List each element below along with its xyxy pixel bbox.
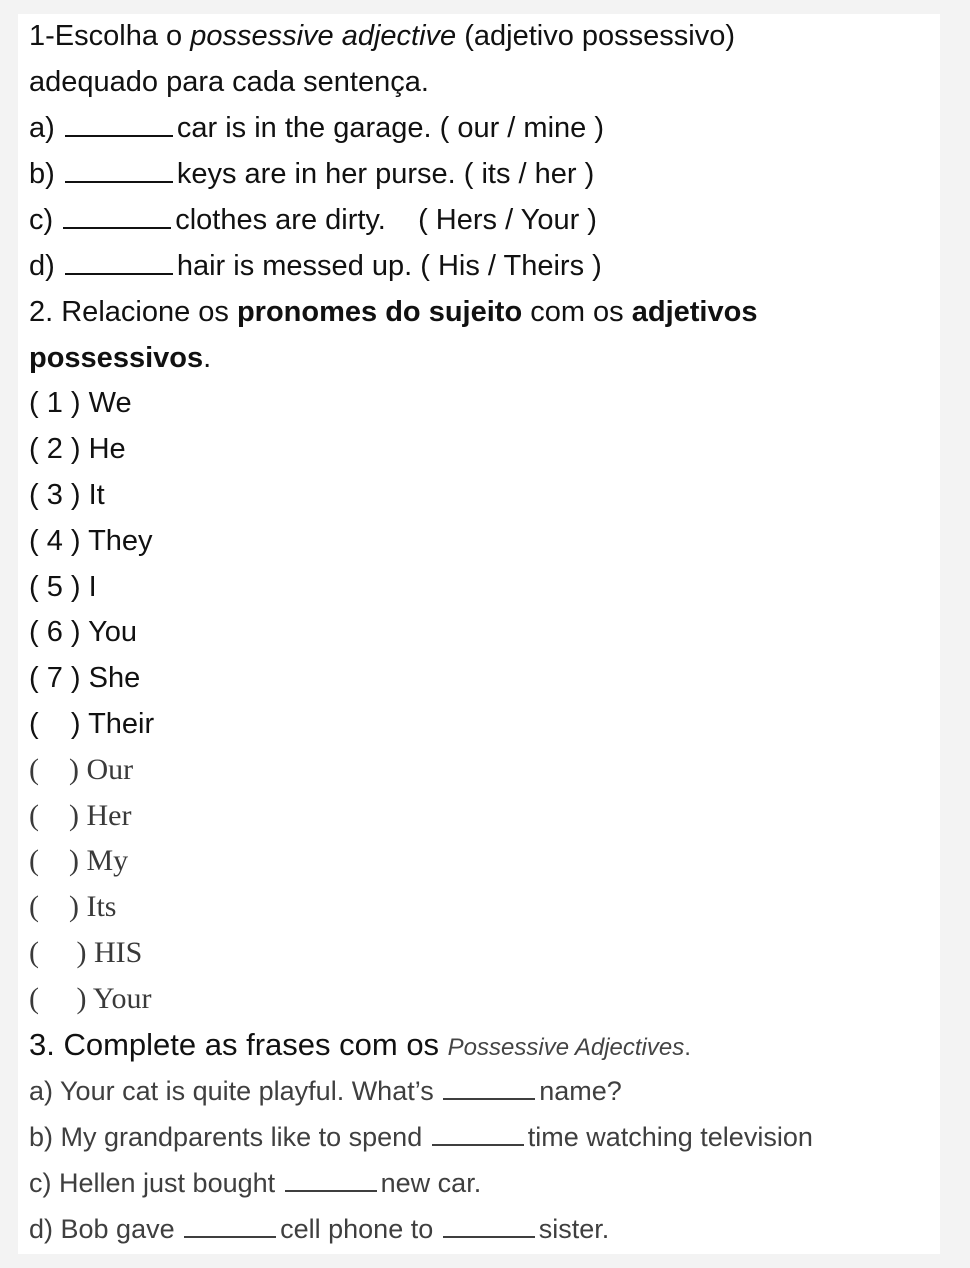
answer-blank[interactable] [63, 201, 171, 229]
adjective-match-item[interactable]: ( ) Their [29, 708, 155, 740]
section3-title-text: 3. Complete as frases com os [29, 1027, 448, 1062]
section2-title-bold: possessivos [29, 342, 204, 374]
item-text: clothes are dirty. ( Hers / Your ) [175, 204, 597, 236]
pronoun-item: ( 5 ) I [29, 571, 97, 603]
item-label: a) [29, 112, 55, 144]
section3-item-b [29, 1117, 813, 1157]
sentence-text: b) My grandparents like to spend [29, 1122, 430, 1152]
answer-blank[interactable] [184, 1210, 276, 1238]
section3-title-end: . [684, 1034, 691, 1061]
section1-item-d [29, 246, 602, 286]
pronoun-item: ( 3 ) It [29, 479, 105, 511]
pronoun-item: ( 2 ) He [29, 433, 126, 465]
answer-blank[interactable] [65, 247, 173, 275]
section3-title [29, 1025, 691, 1065]
item-text: hair is messed up. ( His / Theirs ) [176, 250, 602, 282]
section2-title-part: . [203, 342, 212, 374]
sentence-text: new car. [380, 1168, 482, 1198]
section2-title [29, 292, 757, 332]
answer-blank[interactable] [285, 1164, 377, 1192]
pronoun-item: ( 1 ) We [29, 387, 132, 419]
sentence-text: sister. [538, 1214, 610, 1244]
adjective-match-item[interactable]: ( ) Its [29, 890, 117, 923]
section3-item-d [29, 1209, 609, 1249]
section3-title-italic: Possessive Adjectives [447, 1034, 685, 1061]
sentence-text: cell phone to [280, 1214, 441, 1244]
section3-item-c [29, 1163, 481, 1203]
section2-title-line2 [29, 338, 211, 378]
sentence-text: a) Your cat is quite playful. What’s [29, 1076, 442, 1106]
adjective-match-item[interactable]: ( ) Your [29, 982, 152, 1015]
section1-title-line2: adequado para cada sentença. [29, 66, 429, 98]
answer-blank[interactable] [65, 155, 173, 183]
adjective-match-item[interactable]: ( ) HIS [29, 936, 143, 969]
answer-blank[interactable] [65, 109, 173, 137]
item-label: c) [29, 204, 54, 236]
item-text: keys are in her purse. ( its / her ) [176, 158, 595, 190]
item-text: car is in the garage. ( our / mine ) [176, 112, 604, 144]
pronoun-item: ( 6 ) You [29, 616, 138, 648]
adjective-match-item[interactable]: ( ) My [29, 844, 129, 877]
answer-blank[interactable] [443, 1072, 535, 1100]
section2-title-bold: pronomes do sujeito [236, 296, 523, 328]
section3-item-a [29, 1071, 622, 1111]
pronoun-item: ( 7 ) She [29, 662, 141, 694]
sentence-text: d) Bob gave [29, 1214, 183, 1244]
item-label: b) [29, 158, 55, 190]
section2-title-bold: adjetivos [631, 296, 758, 328]
section1-title [29, 16, 735, 56]
sentence-text: c) Hellen just bought [29, 1168, 283, 1198]
section1-title-prefix: 1-Escolha o [29, 20, 191, 52]
adjective-match-item[interactable]: ( ) Our [29, 753, 134, 786]
pronoun-item: ( 4 ) They [29, 525, 153, 557]
section2-title-part: com os [522, 296, 632, 328]
answer-blank[interactable] [443, 1210, 535, 1238]
section1-item-c [29, 200, 597, 240]
section2-title-part: 2. Relacione os [29, 296, 237, 328]
item-label: d) [29, 250, 55, 282]
sentence-text: time watching television [527, 1122, 813, 1152]
sentence-text: name? [539, 1076, 622, 1106]
answer-blank[interactable] [432, 1118, 524, 1146]
section1-item-a [29, 108, 604, 148]
section1-title-suffix: (adjetivo possessivo) [456, 20, 736, 52]
section1-title-italic: possessive adjective [190, 20, 457, 52]
adjective-match-item[interactable]: ( ) Her [29, 799, 132, 832]
section1-item-b [29, 154, 594, 194]
